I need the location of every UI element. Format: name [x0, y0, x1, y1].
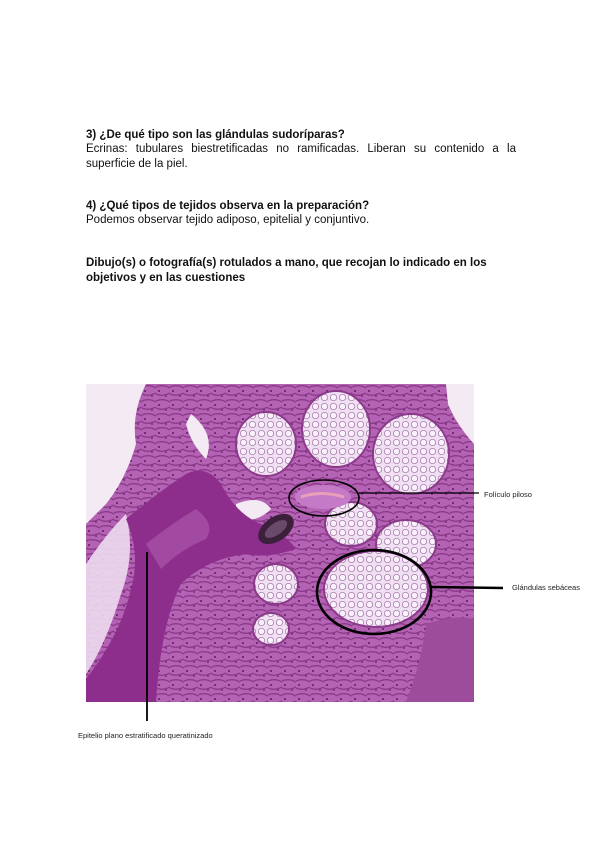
- question-3: [86, 128, 516, 172]
- question-4-title: 4) ¿Qué tipos de tejidos observa en la preparación?: [86, 200, 370, 212]
- skin-micrograph-image: [86, 384, 474, 702]
- label-epithelium: Epitelio plano estratificado queratinizado: [78, 731, 213, 740]
- drawing-heading: Dibujo(s) o fotografía(s) rotulados a mano, que recojan lo indicado en los objetivos y en las cuestiones: [86, 257, 487, 284]
- question-3-answer: Ecrinas: tubulares biestretificadas no ramificadas. Liberan su contenido a la superficie de la piel.: [86, 143, 516, 170]
- label-sebaceous-glands: Glándulas sebáceas: [512, 583, 580, 592]
- label-hair-follicle: Folículo piloso: [484, 490, 532, 499]
- question-4: [86, 199, 516, 228]
- question-3-title: 3) ¿De qué tipo son las glándulas sudoríparas?: [86, 129, 345, 141]
- question-4-answer: Podemos observar tejido adiposo, epitelial y conjuntivo.: [86, 214, 370, 226]
